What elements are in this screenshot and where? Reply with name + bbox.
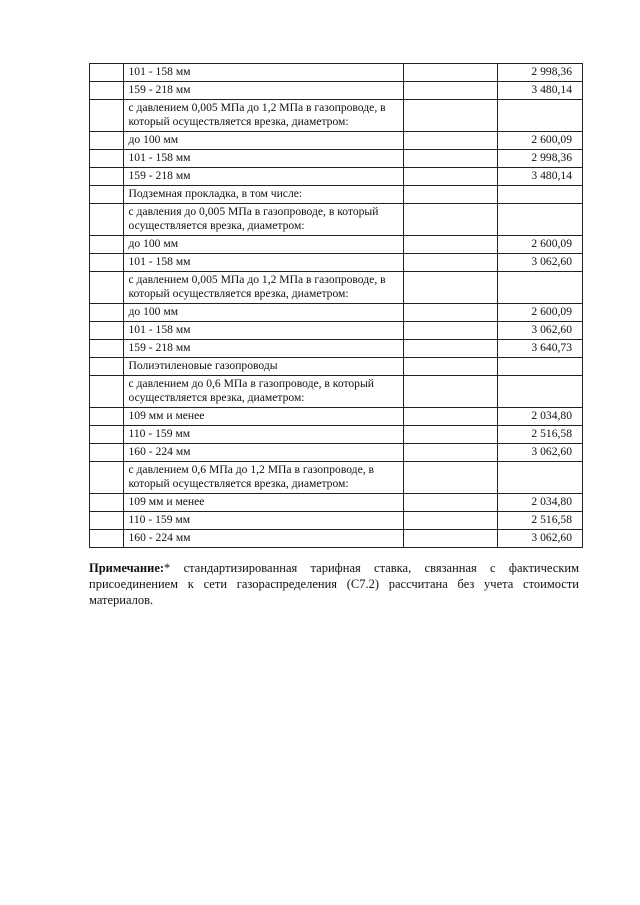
row-description-cell: до 100 мм: [124, 236, 404, 254]
table-row: [90, 426, 583, 444]
row-number-cell: [90, 426, 124, 444]
row-number-cell: [90, 462, 124, 494]
row-price-cell: 3 480,14: [497, 82, 582, 100]
tariff-table: [89, 63, 583, 548]
row-price-cell: 2 600,09: [497, 304, 582, 322]
row-price-cell: 2 034,80: [497, 408, 582, 426]
table-row: [90, 444, 583, 462]
row-number-cell: [90, 82, 124, 100]
row-description-cell: с давлением до 0,6 МПа в газопроводе, в который осуществляется врезка, диаметром:: [124, 376, 404, 408]
row-empty-cell: [404, 426, 497, 444]
row-price-cell: [497, 186, 582, 204]
row-price-cell: 2 034,80: [497, 494, 582, 512]
row-price-cell: [497, 462, 582, 494]
table-row: [90, 408, 583, 426]
row-number-cell: [90, 254, 124, 272]
table-row: [90, 100, 583, 132]
row-price-cell: [497, 358, 582, 376]
row-description-cell: с давлением 0,005 МПа до 1,2 МПа в газопроводе, в который осуществляется врезка, диаметром:: [124, 272, 404, 304]
row-description-cell: до 100 мм: [124, 132, 404, 150]
row-number-cell: [90, 358, 124, 376]
row-description-cell: до 100 мм: [124, 304, 404, 322]
row-price-cell: [497, 272, 582, 304]
note-label: Примечание:: [89, 561, 165, 575]
table-row: [90, 462, 583, 494]
row-price-cell: 3 062,60: [497, 322, 582, 340]
row-number-cell: [90, 236, 124, 254]
row-number-cell: [90, 150, 124, 168]
row-price-cell: 3 062,60: [497, 254, 582, 272]
row-price-cell: 2 998,36: [497, 150, 582, 168]
row-price-cell: 2 516,58: [497, 426, 582, 444]
row-number-cell: [90, 272, 124, 304]
row-description-cell: 110 - 159 мм: [124, 426, 404, 444]
row-number-cell: [90, 340, 124, 358]
table-row: [90, 204, 583, 236]
table-row: [90, 150, 583, 168]
row-number-cell: [90, 64, 124, 82]
row-empty-cell: [404, 340, 497, 358]
row-description-cell: 159 - 218 мм: [124, 82, 404, 100]
row-description-cell: 160 - 224 мм: [124, 444, 404, 462]
row-description-cell: 160 - 224 мм: [124, 530, 404, 548]
table-row: [90, 322, 583, 340]
row-price-cell: 2 600,09: [497, 132, 582, 150]
table-row: [90, 132, 583, 150]
row-price-cell: 2 998,36: [497, 64, 582, 82]
row-description-cell: 109 мм и менее: [124, 408, 404, 426]
row-number-cell: [90, 132, 124, 150]
row-number-cell: [90, 408, 124, 426]
row-price-cell: 3 062,60: [497, 530, 582, 548]
row-description-cell: 101 - 158 мм: [124, 150, 404, 168]
row-description-cell: 109 мм и менее: [124, 494, 404, 512]
row-empty-cell: [404, 512, 497, 530]
row-empty-cell: [404, 168, 497, 186]
row-description-cell: с давления до 0,005 МПа в газопроводе, в который осуществляется врезка, диаметром:: [124, 204, 404, 236]
row-price-cell: 3 062,60: [497, 444, 582, 462]
row-number-cell: [90, 186, 124, 204]
row-empty-cell: [404, 322, 497, 340]
note-paragraph: [89, 560, 579, 608]
row-empty-cell: [404, 272, 497, 304]
row-price-cell: [497, 100, 582, 132]
row-description-cell: 101 - 158 мм: [124, 254, 404, 272]
table-row: [90, 340, 583, 358]
row-number-cell: [90, 494, 124, 512]
row-description-cell: Подземная прокладка, в том числе:: [124, 186, 404, 204]
row-empty-cell: [404, 100, 497, 132]
table-row: [90, 304, 583, 322]
row-description-cell: 159 - 218 мм: [124, 168, 404, 186]
row-description-cell: 101 - 158 мм: [124, 64, 404, 82]
table-row: [90, 168, 583, 186]
row-empty-cell: [404, 530, 497, 548]
row-empty-cell: [404, 186, 497, 204]
row-empty-cell: [404, 304, 497, 322]
table-row: [90, 254, 583, 272]
table-row: [90, 376, 583, 408]
row-empty-cell: [404, 204, 497, 236]
row-number-cell: [90, 376, 124, 408]
row-price-cell: 3 480,14: [497, 168, 582, 186]
row-price-cell: [497, 204, 582, 236]
row-empty-cell: [404, 254, 497, 272]
row-description-cell: с давлением 0,6 МПа до 1,2 МПа в газопроводе, в который осуществляется врезка, диаметром:: [124, 462, 404, 494]
row-number-cell: [90, 204, 124, 236]
row-number-cell: [90, 512, 124, 530]
table-row: [90, 358, 583, 376]
row-empty-cell: [404, 408, 497, 426]
row-number-cell: [90, 100, 124, 132]
table-row: [90, 236, 583, 254]
row-description-cell: 110 - 159 мм: [124, 512, 404, 530]
row-description-cell: с давлением 0,005 МПа до 1,2 МПа в газопроводе, в который осуществляется врезка, диаметром:: [124, 100, 404, 132]
row-description-cell: 159 - 218 мм: [124, 340, 404, 358]
row-number-cell: [90, 304, 124, 322]
row-empty-cell: [404, 150, 497, 168]
row-empty-cell: [404, 132, 497, 150]
table-row: [90, 272, 583, 304]
row-empty-cell: [404, 376, 497, 408]
row-empty-cell: [404, 358, 497, 376]
row-empty-cell: [404, 236, 497, 254]
row-number-cell: [90, 530, 124, 548]
row-empty-cell: [404, 462, 497, 494]
table-row: [90, 64, 583, 82]
row-number-cell: [90, 444, 124, 462]
row-price-cell: 3 640,73: [497, 340, 582, 358]
table-row: [90, 186, 583, 204]
row-empty-cell: [404, 444, 497, 462]
row-description-cell: Полиэтиленовые газопроводы: [124, 358, 404, 376]
table-row: [90, 494, 583, 512]
row-number-cell: [90, 322, 124, 340]
row-number-cell: [90, 168, 124, 186]
table-row: [90, 530, 583, 548]
row-price-cell: 2 600,09: [497, 236, 582, 254]
row-empty-cell: [404, 82, 497, 100]
note-text: * стандартизированная тарифная ставка, связанная с фактическим присоединением к сети газораспределения (С7.2) рассчитана без учета стоимости материалов.: [89, 561, 579, 607]
row-empty-cell: [404, 64, 497, 82]
row-price-cell: [497, 376, 582, 408]
row-empty-cell: [404, 494, 497, 512]
tariff-table-body: [90, 64, 583, 548]
row-description-cell: 101 - 158 мм: [124, 322, 404, 340]
table-row: [90, 82, 583, 100]
row-price-cell: 2 516,58: [497, 512, 582, 530]
table-row: [90, 512, 583, 530]
